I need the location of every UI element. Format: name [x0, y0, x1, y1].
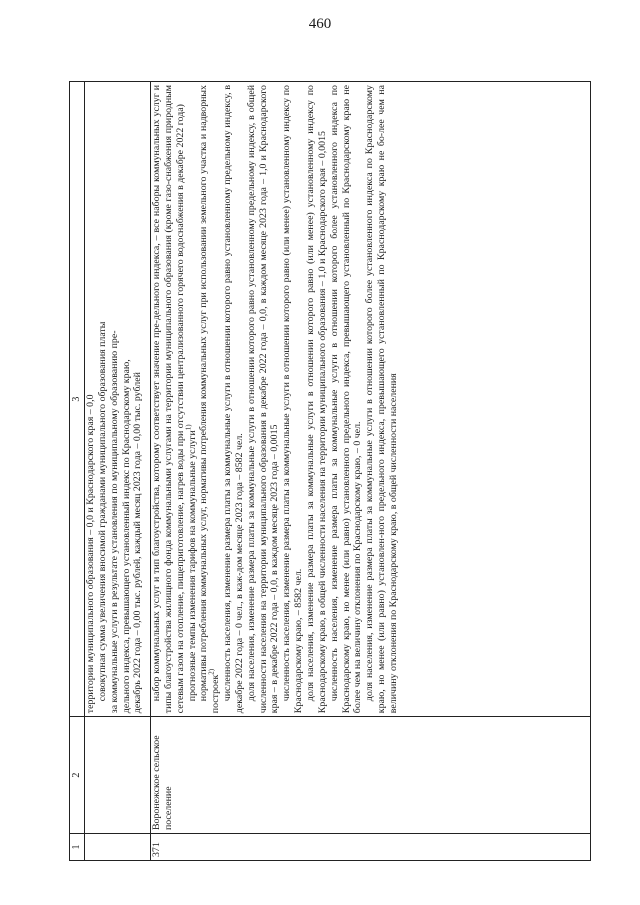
indicator-cell	[85, 82, 151, 717]
footnote-mark: 2)	[207, 668, 216, 675]
paragraph: доля населения, изменение размера платы за коммунальные услуги в отношении которого равно (или менее) установленному индексу по Краснодарскому краю, в общей численности населения на территории муниципального образования – 1,0 и Краснодарского края – 0,0015	[304, 85, 328, 714]
column-header-1: 1	[70, 834, 85, 861]
municipality-cell: Воронежское сельское поселение	[151, 717, 591, 834]
data-table	[69, 81, 591, 861]
paragraph: численность населения, изменение размера платы за коммунальные услуги в отношении которого равно установленному предельному индексу, в декабре 2022 года – 0 чел., в каж-дом месяце 2023 года – 8582 чел.	[222, 85, 245, 714]
paragraph: численность населения, изменение размера платы за коммунальные услуги в отношении которого более установленного индекса по Краснодарскому краю, но менее (или равно) установленного предельного индекса, превышающего установленный по Краснодарскому краю не более чем на величину отклонения по Краснодарскому краю, – 0 чел.	[328, 85, 364, 714]
column-header-2: 2	[70, 717, 85, 834]
text-line: совокупная сумма увеличения вносимой гражданами муниципального образования платы	[96, 321, 108, 702]
paragraph	[198, 85, 222, 713]
table-row-continued	[85, 82, 151, 861]
rotated-table-container	[69, 81, 591, 861]
paragraph-text: прогнозные темпы изменения тарифов на коммунальные услуги	[186, 430, 198, 702]
page-number: 460	[308, 16, 332, 32]
header-row	[70, 82, 85, 861]
paragraph	[184, 85, 199, 713]
table-row-371	[151, 82, 591, 861]
paragraph: численность населения, изменение размера платы за коммунальные услуги в отношении которого равно (или менее) установленному индексу по Краснодарскому краю, – 8582 чел.	[281, 85, 305, 714]
text-line: за коммунальные услуги в результате установления по муниципальному образованию пре-	[108, 330, 120, 714]
municipality-cell	[85, 717, 151, 834]
text-line: дельного индекса, превышающего установленный индекс по Краснодарскому краю,	[120, 359, 132, 714]
row-number-cell: 371	[151, 834, 591, 861]
row-number-cell	[85, 834, 151, 861]
paragraph: доля населения, изменение размера платы за коммунальные услуги в отношении которого равно установленному предельному индексу, в общей численности населения на территории муниципального образования в декабре 2022 года – 0,0, в каждом месяце 2023 года – 1,0 и Краснодарского края – в декабре 2022 года – 0,0, в каждом месяце 2023 года – 0,0015	[245, 85, 281, 714]
column-header-3: 3	[70, 82, 85, 717]
paragraph: доля населения, изменение размера платы за коммунальные услуги в отношении которого более установленного индекса по Краснодарскому краю, но менее (или равно) установлен-ного предельного индекса, превышающего установленный по Краснодарскому краю не бо-лее чем на величину отклонения по Краснодарскому краю, в общей численности населения	[364, 85, 399, 714]
text-line: территории муниципального образования – 0,0 и Краснодарского края – 0,0	[85, 394, 96, 714]
footnote-mark: 1)	[184, 424, 193, 431]
paragraph: набор коммунальных услуг и тип благоустройства, которому соответствует значение пре-дельного индекса, – все наборы коммунальных услуг и типы благоустройства жилищного фонда коммунальными услугами на территории муниципального образования (кроме газо-снабжения природным сетевым газом на отопление, пищеприготовление, нагрев воды при отсутствии централизованного горячего водоснабжения в декабре 2022 года)	[151, 85, 186, 714]
indicator-cell	[151, 82, 591, 717]
paragraph-text: нормативы потребления коммунальных услуг, нормативы потребления коммунальных услуг при использовании земельного участка и надворных построек	[198, 85, 222, 714]
text-line: декабрь 2022 года – 0,00 тыс. рублей, каждый месяц 2023 года – 0,00 тыс. рублей	[132, 372, 144, 714]
